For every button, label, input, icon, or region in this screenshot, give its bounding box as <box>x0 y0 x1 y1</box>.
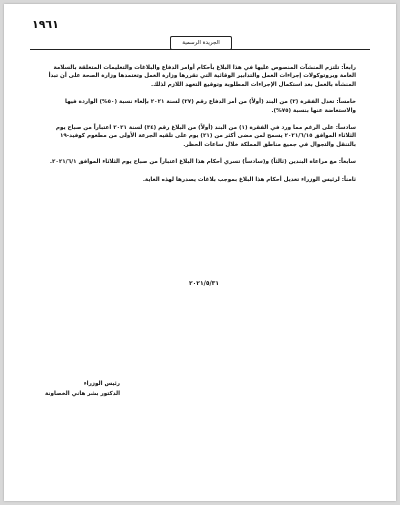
clause-lead: خامساً: <box>336 99 356 106</box>
page-number: ١٩٦١ <box>32 18 59 31</box>
clause-lead: سادساً: <box>335 125 356 132</box>
clause-fifth <box>42 98 356 115</box>
clause-lead: ثامناً: <box>341 176 356 183</box>
clause-fourth <box>42 64 356 89</box>
document-date: ٢٠٢١/٥/٣١ <box>188 280 220 287</box>
signatory-name: الدكتور بشر هاني الخصاونة <box>45 391 120 397</box>
clause-sixth <box>42 124 356 149</box>
document-body <box>42 64 356 193</box>
gazette-title-badge: الجريدة الرسمية <box>170 36 232 50</box>
clause-seventh <box>42 158 356 166</box>
clause-text: على الرغم مما ورد في الفقرة (١) من البند (أولاً) من البلاغ رقم (٣٤) لسنة ٢٠٢١ اعتباراً من صباح يوم الثلاثاء الموافق ٢٠٢١/٦/١٥ يسمح لمن مضى أكثر من (٢١) يوم على تلقيه الجرعة الأولى من مطعوم كوفيد-١٩ بالتنقل والتجوال في جميع مناطق المملكة خلال ساعات الحظر. <box>55 125 356 148</box>
clause-eighth <box>42 176 356 184</box>
clause-text: مع مراعاة البندين (ثالثاً) و(سادساً) تسري أحكام هذا البلاغ اعتباراً من صباح يوم الثلاثاء الموافق ٢٠٢١/٦/١. <box>49 159 337 166</box>
signature-block <box>45 379 120 399</box>
header-divider <box>30 49 370 50</box>
clause-lead: سابعاً: <box>338 159 356 166</box>
clause-text: تعدل الفقرة (٢) من البند (أولاً) من أمر الدفاع رقم (٢٧) لسنة ٢٠٢١ بإلغاء نسبة (٥٠%) الواردة فيها والاستعاضة عنها بنسبة (٧٥%). <box>64 99 356 114</box>
clause-text: لرئيس الوزراء تعديل أحكام هذا البلاغ بموجب بلاغات يصدرها لهذه الغاية. <box>142 176 340 183</box>
clause-text: تلتزم المنشآت المنصوص عليها في هذا البلاغ بأحكام أوامر الدفاع والبلاغات والتعليمات المتعلقة بالسلامة العامة وبروتوكولات إجراءات العمل والتدابير الوقائية التي تقررها وزارة العمل وتعتمدها وزارة الصحة على أن تبدأ المنشأة بالعمل بعد استكمال الإجراءات المطلوبة وتوقيع التعهد اللازم لذلك. <box>48 65 356 88</box>
gazette-page <box>4 4 396 501</box>
signatory-title: رئيس الوزراء <box>83 381 120 387</box>
clause-lead: رابعاً: <box>341 65 356 71</box>
